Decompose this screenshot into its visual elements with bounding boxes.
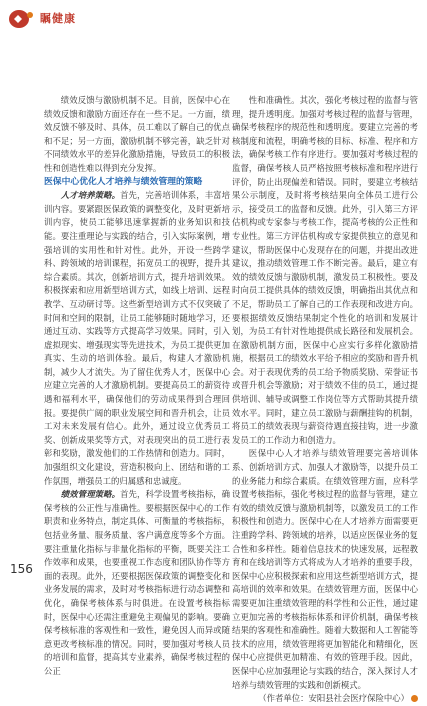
section-title: 医保中心优化人才培养与绩效管理的策略 <box>44 176 203 187</box>
paragraph: 医保中心人才培养与绩效管理要完善培训体系、创新培训方式、加强人才激励等，以提升员工的业务能力和综合素质。在绩效管理方面，应科学设置考核指标，强化考核过程的监督与管理，建立有效的绩效反馈与激励机制等，以激发员工的工作积极性和创造力。医保中心在人才培养方面需要更注重跨学科、跨领域的培养，以适应医保业务的复合性和多样性。随着信息技术的快速发展，远程教育和在线培训等方式将成为人才培养的重要手段，医保中心应积极探索和应用这些新型培训方式，提高培训的效率和效果。在绩效管理方面，医保中心需要更加注重绩效管理的科学性和公正性，通过建立更加完善的考核指标体系和评价机制，确保考核结果的客观性和准确性。随着大数据和人工智能等技术的应用，绩效管理将更加智能化和精细化，医保中心应提供更加精准、有效的管理手段。因此，医保中心应加强理论与实践的结合，深入探讨人才培养与绩效管理的实践和创新模式。 <box>232 448 418 690</box>
end-mark-icon <box>411 695 418 702</box>
paragraph: 绩效反馈与激励机制不足。目前，医保中心在绩效反馈和激励方面还存在一些不足。一方面，绩效反馈不够及时、具体，员工难以了解自己的优点和不足；另一方面，激励机制不够完善，缺乏针对不同绩效水平的差异化激励措施，导致员工的积极性和创造性难以得到充分发挥。 <box>44 95 230 173</box>
byline-text: （作者单位：安阳县社会医疗保险中心） <box>258 693 409 704</box>
paragraph <box>44 488 230 678</box>
paragraph <box>44 189 230 488</box>
left-column <box>44 94 230 679</box>
paragraph-keyword: 绩效管理策略。 <box>60 489 121 500</box>
paragraph-body: 首先，科学设置考核指标，确保考核的公正性与准确性。要根据医保中心的工作职责和业务特点，制定具体、可衡量的考核指标，包括业务量、服务质量、客户满意度等多个方面。要注重量化指标与非量化指标的平衡，既要关注工作效率和成果，也要重视工作态度和团队协作等方面的表现。此外，还要根据医保政策的调整变化和业务发展的需求，及时对考核指标进行动态调整和优化，确保考核体系与时俱进。在设置考核指标时，医保中心还需注重避免主观偏见的影响。要确保考核标准的客观性和一致性，避免因人而异或随意更改考核标准的情况。同时，要加强对考核人员的培训和监督，提高其专业素养，确保考核过程的公正 <box>44 489 231 676</box>
page-number: 156 <box>10 562 33 576</box>
paragraph-body: 首先，完善培训体系，丰富培训内容。要紧跟医保政策的调整变化，及时更新培训内容，使员工能够迅速掌握新的业务知识和技能。要注重理论与实践的结合，引入实际案例，增强培训的实用性和针对性。此外，开设一些跨学科、跨领域的培训课程，拓宽员工的视野，提升其综合素质。其次，创新培训方式，提升培训效果。积极探索和应用新型培训方式，如线上培训、远程教学、互动研讨等。这些新型培训方式不仅突破了时间和空间的限制，让员工能够随时随地学习，还通过互动、实践等方式提高学习效果。同时，引入虚拟现实、增强现实等先进技术，为员工提供更加真实、生动的培训体验。最后，构建人才激励机制，减少人才流失。为了留住优秀人才，医保中心应建立完善的人才激励机制。要提高员工的薪资待遇和福利水平，确保他们的劳动成果得到合理回报。要提供广阔的职业发展空间和晋升机会，让员工对未来发展有信心。此外，通过设立优秀员工奖、创新成果奖等方式，对表现突出的员工进行表彰和奖励，激发他们的工作热情和创造力。同时，加强组织文化建设，营造积极向上、团结和谐的工作氛围，增强员工的归属感和忠诚度。 <box>44 190 231 486</box>
paragraph: 性和准确性。其次，强化考核过程的监督与管理，提升透明度。加强对考核过程的监督与管理，确保考核程序的规范性和透明度。要建立完善的考核制度和流程，明确考核的目标、标准、程序和方法，确保考核工作有序进行。要加强对考核过程的监督，确保考核人员严格按照考核标准和程序进行评价，防止出现偏差和错误。同时，要建立考核结果公示制度，及时将考核结果向全体员工进行公示，接受员工的监督和反馈。此外，引入第三方评估机构或专家参与考核工作，提高考核的公正性和专业性。第三方评估机构或专家提供独立的意见和建议，帮助医保中心发现存在的问题，并提出改进建议，推动绩效管理工作不断完善。最后，建立有效的绩效反馈与激励机制，激发员工积极性。要及时向员工提供具体的绩效反馈，明确指出其优点和不足，帮助员工了解自己的工作表现和改进方向。要根据绩效反馈结果制定个性化的培训和发展计划，为员工有针对性地提供成长路径和发展机会。在激励机制方面，医保中心应实行多样化激励措施，根据员工的绩效水平给予相应的奖励和晋升机会。对于表现优秀的员工给予物质奖励、荣誉证书或晋升机会等激励；对于绩效不佳的员工，通过提供培训、辅导或调整工作岗位等方式帮助其提升绩效水平。同时，建立员工激励与薪酬挂钩的机制，将员工的绩效表现与薪资待遇直接挂钩，进一步激发员工的工作动力和创造力。 <box>232 95 418 445</box>
brand-name: 瞩健康 <box>40 12 76 25</box>
right-column <box>232 94 418 706</box>
brand-logo <box>8 8 36 30</box>
author-byline <box>232 692 418 706</box>
paragraph-keyword: 人才培养策略。 <box>60 190 121 201</box>
